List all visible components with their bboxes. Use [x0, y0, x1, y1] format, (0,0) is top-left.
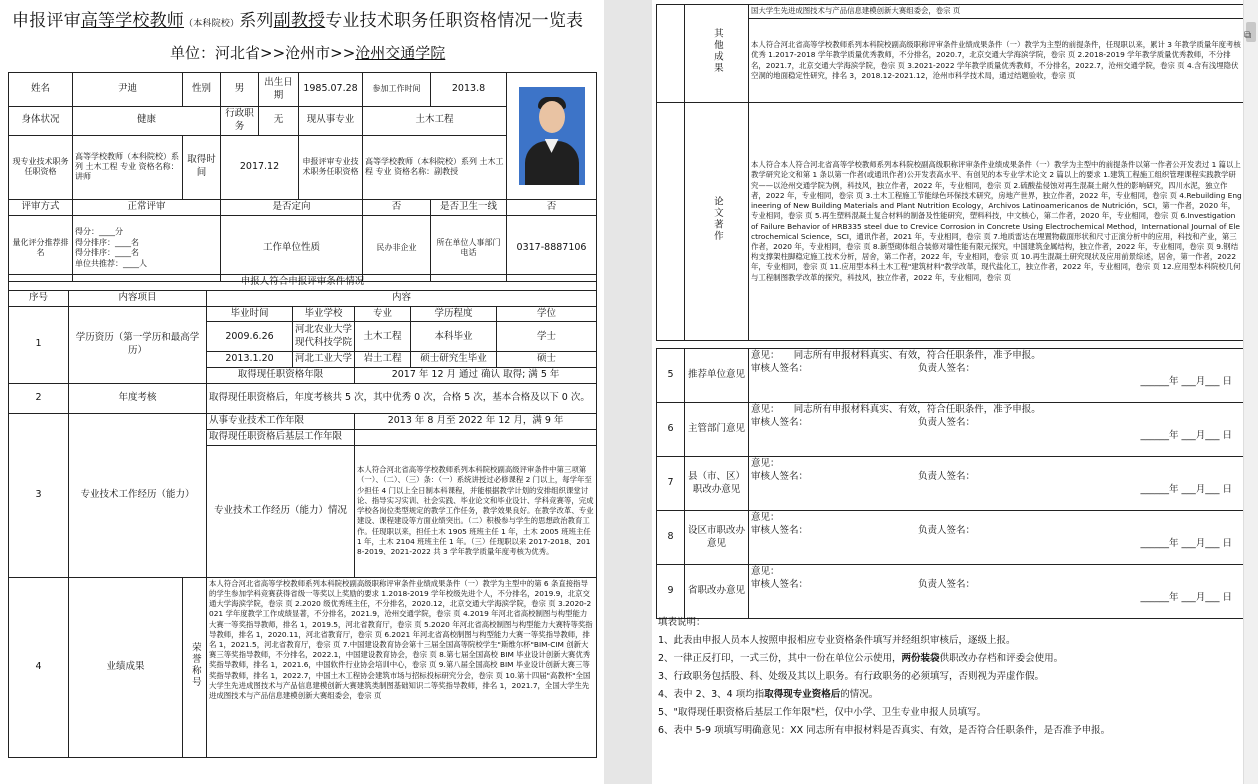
current-title-label: 现专业技术职务任职资格 — [9, 135, 73, 199]
opinion-no: 5 — [657, 349, 685, 403]
copy-icon[interactable]: ⧉ — [1244, 30, 1252, 41]
unit-label: 单位：河北省>>沧州市>> — [170, 44, 356, 62]
apply-title-label: 申报评审专业技术职务任职资格 — [299, 135, 363, 199]
title-rank: 副教授 — [273, 11, 326, 31]
opinion-no: 6 — [657, 403, 685, 457]
signature-line — [751, 363, 1242, 376]
table-cell: 河北工业大学 — [293, 352, 355, 368]
date-line: ______年 ___月___ 日 — [1140, 591, 1232, 603]
right-page — [652, 0, 1258, 784]
opinions-table — [656, 348, 1245, 619]
unit-nature-label: 工作单位性质 — [221, 215, 363, 281]
work-start-value: 2013.8 — [431, 73, 507, 107]
major-label: 现从事专业 — [299, 107, 363, 136]
note-4-part: 的情况。 — [840, 689, 879, 701]
left-page — [0, 0, 604, 784]
right-table — [656, 4, 1245, 341]
ranking-label: 量化评分推荐排名 — [9, 215, 73, 281]
birth-value: 1985.07.28 — [299, 73, 363, 107]
date-line: ______年 ___月___ 日 — [1140, 429, 1232, 441]
signature-line — [751, 579, 1242, 592]
directed-label: 是否定向 — [221, 199, 363, 215]
note-6: 6、表中 5-9 项填写明确意见：XX 同志所有申报材料是否真实、有效，是否符合任职条件，是否准予申报。 — [658, 725, 1111, 737]
signature-line — [751, 525, 1242, 538]
date-line: ______年 ___月___ 日 — [1140, 375, 1232, 387]
owner-sign: 负责人签名： — [918, 470, 976, 482]
work-start-label: 参加工作时间 — [363, 73, 431, 107]
opinion-no: 8 — [657, 511, 685, 565]
owner-sign: 负责人签名： — [918, 362, 976, 374]
note-2-part: 2、一律正反打印，一式三份，其中一份在单位公示使用， — [658, 653, 902, 665]
hr-phone-value: 0317-8887106 — [507, 215, 597, 281]
vertical-scrollbar[interactable] — [1243, 0, 1258, 784]
signature-line — [751, 471, 1242, 484]
reviewer-sign: 审核人签名： — [751, 524, 809, 536]
other-label-cell — [685, 5, 749, 103]
unit-line — [170, 42, 445, 63]
current-title-value: 高等学校教师（本科院校）系列 土木工程 专业 资格名称：讲师 — [73, 135, 183, 199]
reviewer-sign: 审核人签名： — [751, 470, 809, 482]
birth-label: 出生日期 — [259, 73, 299, 107]
admin-value: 无 — [259, 107, 299, 136]
opinion-label: 设区市职改办意见 — [685, 511, 749, 565]
col-degree-level: 学历程度 — [411, 306, 497, 322]
title-mid: 系列 — [239, 11, 274, 31]
annual-value: 取得现任职资格后，年度考核共 5 次，其中优秀 0 次，合格 5 次，基本合格及以下 0 次。 — [207, 384, 597, 414]
paper-label-cell — [685, 103, 749, 341]
note-5: 5、"取得现任职资格后基层工作年限"栏，仅中小学、卫生专业申报人员填写。 — [658, 707, 987, 719]
achievement-text: 本人符合河北省高等学校教师系列本科院校副高级职称评审条件业绩成果条件（一）教学为主型中的第 6 条直接指导的学生参加学科竞赛获得省级一等奖以上奖励的要求 1.2018-2019 学年校级先进个人，不分排名，2019.9，北京交通大学海滨学院，卷宗 页 2.2020 级优秀班主任，不分排名，2020.12，北京交通大学海滨学院，卷宗 页 3.2020-2021 学年度教学工作成绩显著，不分排名，2021.9，沧州交通学院，卷宗 页 4.2019 年河北省高校制图与构型能力大赛一等奖指导教师，排名 1，2019.5，河北省教育厅，卷宗 页 5.2020 年河北省高校制图与构型能力大赛特等奖指导教师，排名 1，2020.11，河北省教育厅，卷宗 页 6.2021 年河北省高校制图与构型能力大赛一等奖指导教师，排名 1，2021.5，河北省教育厅，卷宗 页 7.中国建设教育协会第十三届全国高等院校学生"斯维尔杯"BIM-CIM 创新大赛三等奖指导教师，不分排名，2022.1，中国建设教育协会，卷宗 页 8.第七届全国高校 BIM 毕业设计创新大赛优秀奖指导教师，排名 1，2021.6，中国软件行业协会培训中心，卷宗 页 9.第八届全国高校 BIM 毕业设计创新大赛三等奖指导教师，排名 1，2022.7，中国土木工程协会建筑市场与招标投标研究分会，卷宗 页 10.第十四届"高教杯"全国大学生先进成图技术与产品信息建模创新大赛建筑类制图基础知识二等奖指导教师，排名 1，2021.7，全国大学生先进成图技术与产品信息建模创新大赛组委会，卷宗 页 — [207, 577, 597, 757]
opinion-cell — [749, 565, 1245, 619]
seq-label: 序号 — [9, 290, 69, 306]
opinion-label: 推荐单位意见 — [685, 349, 749, 403]
main-table — [8, 72, 597, 282]
rank-line-2: 得分排序：____名 — [75, 248, 139, 258]
gender-label: 性别 — [183, 73, 221, 107]
table-cell: 河北农业大学现代科技学院 — [293, 322, 355, 352]
name-value: 尹迪 — [73, 73, 183, 107]
owner-sign: 负责人签名： — [918, 416, 976, 428]
table-cell: 2009.6.26 — [207, 322, 293, 352]
opinion-text: 意见： 同志所有申报材料真实、有效，符合任职条件，准予申报。 — [751, 350, 1041, 361]
note-2-part: 供职改办存档和评委会使用。 — [939, 653, 1064, 665]
reviewer-sign: 审核人签名： — [751, 578, 809, 590]
table-cell: 2013.1.20 — [207, 352, 293, 368]
title-school-note: （本科院校） — [184, 19, 240, 29]
reviewer-sign: 审核人签名： — [751, 416, 809, 428]
years-label: 从事专业技术工作年限 — [207, 414, 355, 430]
reviewer-sign: 审核人签名： — [751, 362, 809, 374]
note-3: 3、行政职务包括股、科、处级及其以上职务。有行政职务的必须填写，否则视为弄虚作假。 — [658, 671, 1045, 683]
table-cell: 硕士 — [497, 352, 597, 368]
honor-label: 荣誉称号 — [189, 641, 201, 688]
photo-cell — [507, 73, 597, 200]
col-grad-school: 毕业学校 — [293, 306, 355, 322]
signature-line — [751, 417, 1242, 430]
review-mode-value: 正常评审 — [73, 199, 221, 215]
opinion-cell — [749, 349, 1245, 403]
opinion-cell — [749, 457, 1245, 511]
major-value: 土木工程 — [363, 107, 507, 136]
rank-line-1: 得分排序：____名 — [75, 237, 139, 247]
work-sub-label: 专业技术工作经历（能力）情况 — [207, 445, 355, 577]
opinion-label: 省职改办意见 — [685, 565, 749, 619]
unit-nature-value: 民办非企业 — [363, 215, 431, 281]
paper-text: 本人符合本人符合河北省高等学校教师系列本科院校副高级职称评审条件业绩成果条件（一）教学为主型中的前提条件以第一作者公开发表过 1 篇以上教学研究论文和第 1 条以第一作者(或通讯作者)公开发表高水平、有创见的本专业学术论文 2 篇以上的要求 1.建筑工程施工组织管理课程实践教学研究——以沧州交通学院为例，科技风，独立作者，2022 年，专业相同，卷宗 页 2.硫酸盐侵蚀对再生混凝土耐久性的影响研究，四川水泥，独立作者，2022 年，专业相同，卷宗 页 3.土木工程施工节能绿色环保技术研究，房地产世界，独立作者，2022 年，专业相同，卷宗 页 4.Rebuilding Engineering of New Building Materials and Plant Nutrition Ecology，Archivos Latinoamericanos de Nutrición，SCI，第一作者，2020 年，专业相同，卷宗 页 5.再生塑料混凝土复合材料的制备及性能研究，塑料科技，中文核心，第二作者，2020 年，专业相同，卷宗 页 6.Investigation of Failure Behavior of HRB335 steel due to Crevice Corrosion in Concrete Using Electrochemical Method，International Journal of Electrochemical Science，SCI，通讯作者，2021 年，专业相同，卷宗 页 7.地质雷达在埋置物截面形状和尺寸正演分析中的应用，科技和产业，第三作者，2020 年，专业相同，卷宗 页 8.新型砌体组合装修对墙性能有限元探究，中国建筑金属结构，独立作者，2022 年，专业相同，卷宗 页 9.钢结构支撑架柱脚稳定施工技术分析，居舍，第二作者，2022 年，专业相同，卷宗 页 10.再生混凝土研究现状及应用前景综述，居舍，第一作者，2022 年，专业相同，卷宗 页 11.应用型本科土木工程"建筑材料"教学改革，现代盐化工，独立作者，2022 年，专业相同，卷宗 页 12.应用型本科院校几何与工程制图教学改革的探究，科技风，独立作者，2022 年，专业相同，卷宗 页 — [749, 103, 1245, 341]
health-label: 身体状况 — [9, 107, 73, 136]
owner-sign: 负责人签名： — [918, 578, 976, 590]
annual-no: 2 — [9, 384, 69, 414]
gender-value: 男 — [221, 73, 259, 107]
cont-text: 国大学生先进成图技术与产品信息建模创新大赛组委会，卷宗 页 — [749, 5, 1245, 19]
notes-title: 填表说明： — [658, 617, 706, 628]
obtain-value: 2017.12 — [221, 135, 299, 199]
obtain-label: 取得时间 — [183, 135, 221, 199]
title-suffix: 专业技术职务任职资格情况一览表 — [325, 11, 584, 31]
work-text: 本人符合河北省高等学校教师系列本科院校副高级评审条件中第三项第（一）、（二）、（三）条：（一）系统讲授过必修课程 2 门以上，每学年至少担任 4 门以上全日制本科课程，并能根据教学计划的安排组织课堂讨论、指导实习实训、社会实践、毕业论文和毕业设计、学科竞赛等，完成学校各岗位类型规定的教学工作任务，教学效果良好。在教学改革、专业建设、课程建设等方面业绩突出。（二）积极参与学生的思想政治教育工作。任现职以来，担任土木 1905 班班主任 1 年，土木 2005 班班主任 1 年，土木 2104 班班主任 1 年。（三）任现职以来 2017-2018、2018-2019、2021-2022 共 3 学年教学质量年度考核为优秀。 — [355, 445, 597, 577]
after-value — [355, 429, 597, 445]
directed-value: 否 — [363, 199, 431, 215]
work-no: 3 — [9, 414, 69, 578]
after-label: 取得现任职资格后基层工作年限 — [207, 429, 355, 445]
opinion-no: 9 — [657, 565, 685, 619]
table-cell: 学士 — [497, 322, 597, 352]
note-4-part: 4、表中 2、3、4 项均指 — [658, 689, 765, 701]
opinion-text: 意见： — [751, 458, 780, 469]
table-cell: 硕士研究生毕业 — [411, 352, 497, 368]
achievement-label: 业绩成果 — [69, 577, 183, 757]
annual-label: 年度考核 — [69, 384, 207, 414]
opinion-text: 意见： 同志所有申报材料真实、有效，符合任职条件，准予申报。 — [751, 404, 1041, 415]
apply-title-value: 高等学校教师（本科院校）系列 土木工程 专业 资格名称：副教授 — [363, 135, 507, 199]
form-title — [12, 6, 583, 31]
note-4-bold: 取得现专业资格后 — [764, 689, 841, 701]
opinion-cell — [749, 511, 1245, 565]
content-label: 内容 — [207, 290, 597, 306]
title-prefix: 申报评审 — [12, 11, 81, 31]
date-line: ______年 ___月___ 日 — [1140, 537, 1232, 549]
opinion-text: 意见： — [751, 566, 780, 577]
note-2 — [658, 650, 1252, 668]
item-label: 内容项目 — [69, 290, 207, 306]
note-2-bold: 两份装袋 — [901, 653, 940, 665]
years-value: 2013 年 8 月至 2022 年 12 月，满 9 年 — [355, 414, 597, 430]
other-label: 其他成果 — [711, 28, 723, 75]
limit-label: 取得现任职资格年限 — [207, 368, 355, 384]
owner-sign: 负责人签名： — [918, 524, 976, 536]
opinion-label: 县（市、区）职改办意见 — [685, 457, 749, 511]
table-cell: 岩土工程 — [355, 352, 411, 368]
opinion-cell — [749, 403, 1245, 457]
opinion-no: 7 — [657, 457, 685, 511]
conditions-header: 申报人符合申报评审条件情况 — [9, 275, 597, 291]
edu-label: 学历资历（第一学历和最高学历） — [69, 306, 207, 383]
ranking-box — [73, 215, 221, 281]
col-degree: 学位 — [497, 306, 597, 322]
title-school: 高等学校教师 — [80, 11, 185, 31]
review-mode-label: 评审方式 — [9, 199, 73, 215]
note-1: 1、此表由申报人员本人按照申报相应专业资格条件填写并经组织审核后，逐级上报。 — [658, 635, 1016, 647]
page-gap — [604, 0, 652, 784]
col-grad-time: 毕业时间 — [207, 306, 293, 322]
avatar — [519, 87, 585, 185]
limit-value: 2017 年 12 月 通过 确认 取得; 满 5 年 — [355, 368, 597, 384]
table-cell: 土木工程 — [355, 322, 411, 352]
paper-label: 论文著作 — [711, 196, 723, 243]
achievement-no: 4 — [9, 577, 69, 757]
other-text: 本人符合河北省高等学校教师系列本科院校副高级职称评审条件业绩成果条件（一）教学为主型的前提条件，任现职以来，累计 3 年教学质量年度考核优秀 1.2017-2018 学年教学质量优秀教师，不分排名，2020.7，北京交通大学海滨学院，卷宗 页 2.2018-2019 学年教学质量优秀教师，不分排名，2021.7，北京交通大学海滨学院，卷宗 页 3.2021-2022 学年教学质量优秀教师，不分排名，2022.7，沧州交通学院，卷宗 页 4.含有浅埋隐伏空洞的地面稳定性研究，排名 3，2018.12-2021.12，沧州市科学技术局，通过结题验收，卷宗 页 — [749, 19, 1245, 103]
paper-no — [657, 103, 685, 341]
other-no — [657, 5, 685, 103]
hr-phone-label: 所在单位人事部门电话 — [431, 215, 507, 281]
health-value: 健康 — [73, 107, 221, 136]
health-line-label: 是否卫生一线 — [431, 199, 507, 215]
achievement-sub-cell — [183, 577, 207, 757]
opinion-text: 意见： — [751, 512, 780, 523]
opinion-label: 主管部门意见 — [685, 403, 749, 457]
health-line-value: 否 — [507, 199, 597, 215]
fill-instructions — [658, 614, 1252, 740]
unit-rec-line: 单位共推荐：____人 — [75, 258, 147, 268]
work-label: 专业技术工作经历（能力） — [69, 414, 207, 578]
edu-no: 1 — [9, 306, 69, 383]
table-cell: 本科毕业 — [411, 322, 497, 352]
name-label: 姓名 — [9, 73, 73, 107]
col-major: 专业 — [355, 306, 411, 322]
date-line: ______年 ___月___ 日 — [1140, 483, 1232, 495]
admin-label: 行政职务 — [221, 107, 259, 136]
score-line: 得分：____分 — [75, 227, 123, 237]
conditions-table — [8, 274, 597, 758]
note-4 — [658, 686, 1252, 704]
unit-name: 沧州交通学院 — [355, 44, 446, 62]
